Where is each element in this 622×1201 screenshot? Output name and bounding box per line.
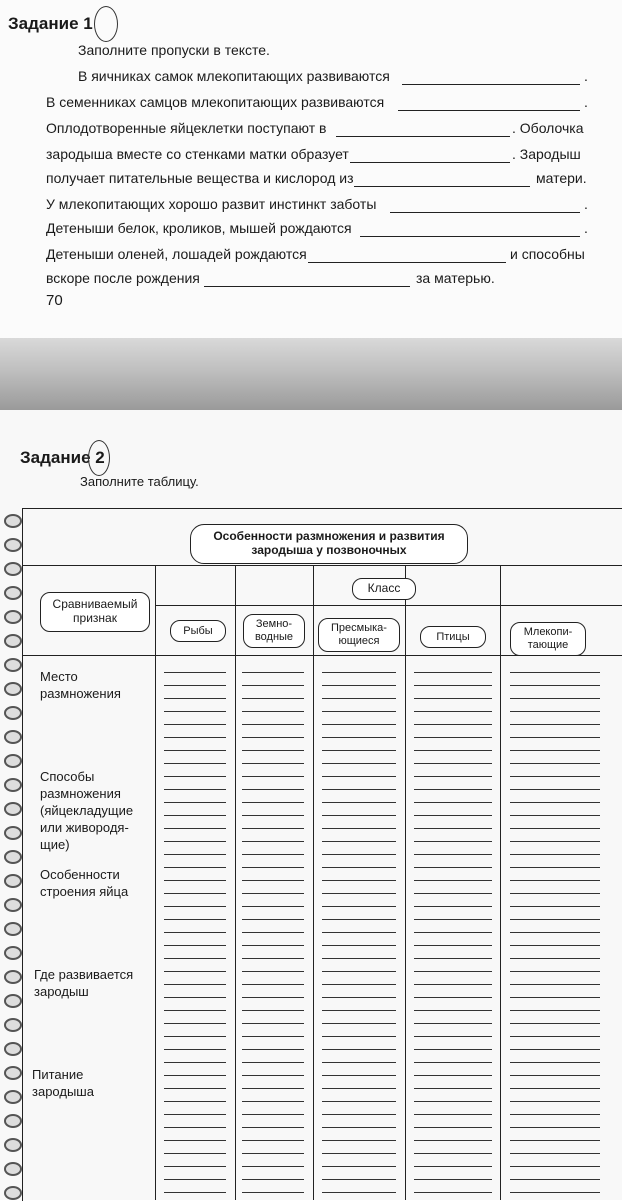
col-divider-3 (313, 565, 314, 1200)
answer-line[interactable] (242, 854, 304, 855)
answer-line[interactable] (414, 880, 492, 881)
answer-line[interactable] (164, 1036, 226, 1037)
answer-line[interactable] (322, 1036, 396, 1037)
answer-line[interactable] (414, 776, 492, 777)
answer-line[interactable] (510, 945, 600, 946)
col-divider-5 (500, 565, 501, 1200)
answer-line[interactable] (242, 1192, 304, 1193)
answer-line[interactable] (164, 971, 226, 972)
answer-line[interactable] (322, 932, 396, 933)
answer-line[interactable] (164, 672, 226, 673)
answer-line[interactable] (414, 1088, 492, 1089)
task1-line-8-text: Детеныши оленей, лошадей рождаются (46, 246, 307, 262)
answer-line[interactable] (510, 1049, 600, 1050)
answer-line[interactable] (164, 1166, 226, 1167)
answer-line[interactable] (164, 737, 226, 738)
answer-line[interactable] (164, 698, 226, 699)
spiral-ring (4, 1042, 22, 1056)
answer-line[interactable] (510, 867, 600, 868)
answer-line[interactable] (414, 1179, 492, 1180)
answer-line[interactable] (510, 932, 600, 933)
task1-heading: Задание 1 (8, 14, 93, 33)
task1-line-1-text: В яичниках самок млекопитающих развиваются (78, 68, 390, 84)
answer-line[interactable] (322, 984, 396, 985)
row-label-nutrition: Питание зародыша (32, 1067, 94, 1099)
pen-circle-mark-2 (88, 440, 110, 476)
task1-line-6-end: . (584, 196, 588, 212)
answer-line[interactable] (414, 841, 492, 842)
answer-line[interactable] (242, 698, 304, 699)
answer-line[interactable] (322, 698, 396, 699)
spiral-ring (4, 826, 22, 840)
class-divider (155, 605, 622, 606)
answer-line[interactable] (242, 789, 304, 790)
answer-line[interactable] (164, 906, 226, 907)
answer-line[interactable] (322, 737, 396, 738)
answer-line[interactable] (510, 1153, 600, 1154)
answer-line[interactable] (322, 789, 396, 790)
task1-line-7-end: . (584, 220, 588, 236)
answer-line[interactable] (322, 1153, 396, 1154)
task1-blank-9[interactable] (204, 286, 410, 287)
answer-line[interactable] (510, 971, 600, 972)
answer-line[interactable] (414, 958, 492, 959)
answer-line[interactable] (414, 1075, 492, 1076)
task1-line-3-end: . Оболочка (512, 120, 584, 136)
spiral-ring (4, 610, 22, 624)
answer-line[interactable] (322, 1114, 396, 1115)
answer-line[interactable] (510, 1023, 600, 1024)
answer-line[interactable] (322, 1075, 396, 1076)
task1-blank-2[interactable] (398, 110, 580, 111)
answer-line[interactable] (510, 1036, 600, 1037)
answer-line[interactable] (510, 919, 600, 920)
spiral-ring (4, 778, 22, 792)
answer-line[interactable] (164, 1101, 226, 1102)
answer-line[interactable] (242, 802, 304, 803)
answer-line[interactable] (164, 1127, 226, 1128)
answer-line[interactable] (242, 945, 304, 946)
task1-line-9-end: за матерью. (416, 270, 495, 286)
answer-line[interactable] (510, 698, 600, 699)
page-gap-shadow (0, 338, 622, 410)
answer-line[interactable] (322, 724, 396, 725)
answer-line[interactable] (322, 750, 396, 751)
table-title: Особенности размножения и развития зародыша у позвоночных (190, 524, 468, 564)
answer-line[interactable] (322, 672, 396, 673)
row-label-methods: Способы размножения (яйцекладущие или живородя-щие) (40, 769, 134, 852)
col-amphibians: Земно-водные (243, 614, 305, 648)
task1-line-4-text: зародыша вместе со стенками матки образует (46, 146, 349, 162)
answer-line[interactable] (322, 1192, 396, 1193)
spiral-binding (0, 510, 20, 1200)
answer-line[interactable] (510, 1179, 600, 1180)
task2-heading: Задание 2 (20, 448, 105, 467)
spiral-ring (4, 994, 22, 1008)
answer-line[interactable] (322, 971, 396, 972)
answer-line[interactable] (242, 880, 304, 881)
pen-circle-mark (94, 6, 118, 42)
task1-blank-4[interactable] (350, 162, 510, 163)
spiral-ring (4, 1186, 22, 1200)
answer-line[interactable] (510, 1075, 600, 1076)
answer-line[interactable] (242, 1075, 304, 1076)
spiral-ring (4, 1162, 22, 1176)
spiral-ring (4, 538, 22, 552)
spiral-ring (4, 730, 22, 744)
answer-line[interactable] (322, 828, 396, 829)
answer-line[interactable] (510, 1010, 600, 1011)
answer-line[interactable] (414, 750, 492, 751)
task1-line-3-text: Оплодотворенные яйцеклетки поступают в (46, 120, 327, 136)
answer-line[interactable] (242, 1088, 304, 1089)
answer-line[interactable] (510, 828, 600, 829)
answer-line[interactable] (242, 1049, 304, 1050)
answer-line[interactable] (510, 776, 600, 777)
answer-line[interactable] (164, 1114, 226, 1115)
answer-line[interactable] (322, 997, 396, 998)
spiral-ring (4, 802, 22, 816)
answer-line[interactable] (510, 854, 600, 855)
answer-line[interactable] (164, 854, 226, 855)
answer-line[interactable] (414, 1127, 492, 1128)
answer-line[interactable] (322, 867, 396, 868)
answer-line[interactable] (164, 776, 226, 777)
answer-line[interactable] (414, 724, 492, 725)
answer-line[interactable] (322, 854, 396, 855)
answer-line[interactable] (242, 1101, 304, 1102)
answer-line[interactable] (242, 1114, 304, 1115)
answer-line[interactable] (414, 1192, 492, 1193)
answer-line[interactable] (242, 1062, 304, 1063)
answer-line[interactable] (242, 958, 304, 959)
answer-line[interactable] (164, 984, 226, 985)
answer-line[interactable] (414, 854, 492, 855)
task1-line-9-text: вскоре после рождения (46, 270, 200, 286)
answer-line[interactable] (164, 1192, 226, 1193)
answer-line[interactable] (164, 828, 226, 829)
spiral-ring (4, 706, 22, 720)
answer-line[interactable] (414, 802, 492, 803)
answer-line[interactable] (164, 867, 226, 868)
spiral-ring (4, 562, 22, 576)
answer-line[interactable] (414, 997, 492, 998)
answer-line[interactable] (322, 919, 396, 920)
col-reptiles: Пресмыка-ющиеся (318, 618, 400, 652)
table-title-divider (22, 565, 622, 566)
answer-line[interactable] (510, 737, 600, 738)
answer-line[interactable] (164, 958, 226, 959)
row-label-egg: Особенности строения яйца (40, 867, 129, 899)
answer-line[interactable] (164, 932, 226, 933)
answer-line[interactable] (510, 1127, 600, 1128)
answer-line[interactable] (510, 958, 600, 959)
task1-blank-5[interactable] (354, 186, 530, 187)
answer-line[interactable] (510, 1114, 600, 1115)
answer-line[interactable] (510, 802, 600, 803)
spiral-ring (4, 1090, 22, 1104)
class-label: Класс (352, 578, 416, 600)
answer-line[interactable] (322, 1101, 396, 1102)
answer-line[interactable] (510, 750, 600, 751)
answer-line[interactable] (164, 1049, 226, 1050)
col-divider-4 (405, 565, 406, 1200)
answer-line[interactable] (242, 685, 304, 686)
answer-line[interactable] (322, 1179, 396, 1180)
answer-line[interactable] (510, 763, 600, 764)
answer-line[interactable] (510, 685, 600, 686)
answer-line[interactable] (414, 1010, 492, 1011)
answer-line[interactable] (164, 997, 226, 998)
answer-line[interactable] (164, 1010, 226, 1011)
task1-blank-3[interactable] (336, 136, 510, 137)
spiral-ring (4, 898, 22, 912)
row-label-place: Место размножения (40, 669, 121, 701)
answer-line[interactable] (242, 1179, 304, 1180)
task1-line-2-text: В семенниках самцов млекопитающих развиваются (46, 94, 385, 110)
answer-line[interactable] (242, 763, 304, 764)
spiral-ring (4, 682, 22, 696)
spiral-ring (4, 1138, 22, 1152)
answer-line[interactable] (414, 1140, 492, 1141)
answer-line[interactable] (414, 685, 492, 686)
answer-line[interactable] (164, 815, 226, 816)
answer-line[interactable] (510, 880, 600, 881)
answer-line[interactable] (322, 880, 396, 881)
answer-line[interactable] (414, 672, 492, 673)
spiral-ring (4, 1018, 22, 1032)
row-label-embryo-dev: Где развивается зародыш (34, 967, 134, 999)
answer-line[interactable] (164, 763, 226, 764)
answer-line[interactable] (242, 711, 304, 712)
answer-line[interactable] (322, 841, 396, 842)
task1-line-5-end: матери. (536, 170, 587, 186)
answer-line[interactable] (322, 945, 396, 946)
answer-line[interactable] (242, 971, 304, 972)
answer-line[interactable] (164, 1088, 226, 1089)
answer-line[interactable] (322, 685, 396, 686)
answer-line[interactable] (242, 1153, 304, 1154)
answer-line[interactable] (322, 1140, 396, 1141)
answer-line[interactable] (164, 1179, 226, 1180)
answer-line[interactable] (510, 711, 600, 712)
answer-line[interactable] (414, 932, 492, 933)
answer-line[interactable] (414, 1101, 492, 1102)
answer-line[interactable] (242, 815, 304, 816)
answer-line[interactable] (322, 763, 396, 764)
answer-line[interactable] (414, 763, 492, 764)
task1-line-2-end: . (584, 94, 588, 110)
task2-intro: Заполните таблицу. (80, 474, 199, 489)
answer-line[interactable] (242, 1140, 304, 1141)
answer-line[interactable] (510, 1166, 600, 1167)
answer-line[interactable] (322, 1127, 396, 1128)
answer-line[interactable] (414, 789, 492, 790)
answer-line[interactable] (510, 789, 600, 790)
task1-line-8-end: и способны (510, 246, 585, 262)
answer-line[interactable] (510, 997, 600, 998)
task1-blank-8[interactable] (308, 262, 506, 263)
spiral-ring (4, 850, 22, 864)
answer-line[interactable] (164, 1023, 226, 1024)
answer-line[interactable] (242, 919, 304, 920)
answer-line[interactable] (242, 828, 304, 829)
spiral-ring (4, 514, 22, 528)
answer-line[interactable] (510, 1140, 600, 1141)
answer-line[interactable] (510, 1192, 600, 1193)
answer-line[interactable] (414, 906, 492, 907)
spiral-ring (4, 1066, 22, 1080)
answer-line[interactable] (164, 945, 226, 946)
answer-line[interactable] (510, 724, 600, 725)
answer-line[interactable] (414, 1023, 492, 1024)
answer-line[interactable] (242, 841, 304, 842)
answer-line[interactable] (414, 1049, 492, 1050)
answer-line[interactable] (322, 958, 396, 959)
answer-line[interactable] (322, 776, 396, 777)
answer-line[interactable] (242, 1010, 304, 1011)
spiral-ring (4, 658, 22, 672)
answer-line[interactable] (414, 945, 492, 946)
task1-blank-1[interactable] (402, 84, 580, 85)
answer-line[interactable] (164, 724, 226, 725)
answer-line[interactable] (510, 893, 600, 894)
col-fish: Рыбы (170, 620, 226, 642)
answer-line[interactable] (510, 841, 600, 842)
answer-line[interactable] (164, 711, 226, 712)
spiral-ring (4, 754, 22, 768)
spiral-ring (4, 922, 22, 936)
answer-line[interactable] (414, 1153, 492, 1154)
answer-line[interactable] (242, 1023, 304, 1024)
spiral-ring (4, 970, 22, 984)
answer-line[interactable] (164, 841, 226, 842)
answer-line[interactable] (414, 867, 492, 868)
feature-label: Сравниваемый признак (40, 592, 150, 632)
answer-line[interactable] (322, 1023, 396, 1024)
answer-line[interactable] (242, 737, 304, 738)
answer-line[interactable] (322, 1049, 396, 1050)
answer-line[interactable] (242, 1036, 304, 1037)
col-divider-2 (235, 565, 236, 1200)
answer-line[interactable] (164, 1062, 226, 1063)
answer-line[interactable] (414, 971, 492, 972)
task1-intro: Заполните пропуски в тексте. (78, 42, 270, 58)
answer-line[interactable] (414, 1114, 492, 1115)
answer-line[interactable] (164, 802, 226, 803)
answer-line[interactable] (510, 1062, 600, 1063)
answer-line[interactable] (510, 1101, 600, 1102)
answer-line[interactable] (414, 893, 492, 894)
answer-line[interactable] (322, 1062, 396, 1063)
answer-line[interactable] (164, 893, 226, 894)
answer-line[interactable] (322, 815, 396, 816)
answer-line[interactable] (164, 919, 226, 920)
task1-line-4-end: . Зародыш (512, 146, 581, 162)
spiral-ring (4, 946, 22, 960)
answer-line[interactable] (322, 893, 396, 894)
answer-line[interactable] (164, 1140, 226, 1141)
answer-line[interactable] (510, 906, 600, 907)
answer-line[interactable] (242, 750, 304, 751)
answer-line[interactable] (322, 1010, 396, 1011)
answer-line[interactable] (164, 1153, 226, 1154)
col-mammals: Млекопи-тающие (510, 622, 586, 656)
answer-line[interactable] (414, 828, 492, 829)
col-birds: Птицы (420, 626, 486, 648)
answer-line[interactable] (510, 815, 600, 816)
task1-blank-6[interactable] (390, 212, 580, 213)
task1-line-1-end: . (584, 68, 588, 84)
answer-line[interactable] (322, 802, 396, 803)
answer-line[interactable] (414, 1166, 492, 1167)
answer-line[interactable] (322, 1088, 396, 1089)
col-divider-1 (155, 565, 156, 1200)
answer-line[interactable] (322, 1166, 396, 1167)
answer-line[interactable] (322, 906, 396, 907)
answer-line[interactable] (242, 932, 304, 933)
answer-line[interactable] (242, 893, 304, 894)
answer-line[interactable] (414, 698, 492, 699)
page-number: 70 (46, 292, 63, 309)
answer-line[interactable] (322, 711, 396, 712)
page-top (0, 0, 622, 338)
answer-line[interactable] (242, 997, 304, 998)
answer-line[interactable] (510, 1088, 600, 1089)
answer-line[interactable] (414, 919, 492, 920)
answer-line[interactable] (414, 711, 492, 712)
answer-line[interactable] (242, 776, 304, 777)
answer-line[interactable] (414, 815, 492, 816)
answer-line[interactable] (414, 984, 492, 985)
answer-line[interactable] (242, 906, 304, 907)
answer-line[interactable] (164, 685, 226, 686)
answer-line[interactable] (242, 984, 304, 985)
answer-line[interactable] (164, 750, 226, 751)
answer-line[interactable] (164, 880, 226, 881)
answer-line[interactable] (242, 1127, 304, 1128)
answer-line[interactable] (242, 724, 304, 725)
spiral-ring (4, 586, 22, 600)
answer-line[interactable] (164, 789, 226, 790)
task1-line-5-text: получает питательные вещества и кислород из (46, 170, 354, 186)
answer-line[interactable] (510, 984, 600, 985)
task1-line-6-text: У млекопитающих хорошо развит инстинкт заботы (46, 196, 377, 212)
answer-line[interactable] (164, 1075, 226, 1076)
spiral-ring (4, 874, 22, 888)
answer-line[interactable] (242, 672, 304, 673)
answer-line[interactable] (242, 867, 304, 868)
spiral-ring (4, 1114, 22, 1128)
task1-line-7-text: Детеныши белок, кроликов, мышей рождаются (46, 220, 352, 236)
answer-line[interactable] (510, 672, 600, 673)
answer-line[interactable] (414, 1036, 492, 1037)
answer-line[interactable] (242, 1166, 304, 1167)
answer-line[interactable] (414, 1062, 492, 1063)
spiral-ring (4, 634, 22, 648)
task1-blank-7[interactable] (360, 236, 580, 237)
answer-line[interactable] (414, 737, 492, 738)
